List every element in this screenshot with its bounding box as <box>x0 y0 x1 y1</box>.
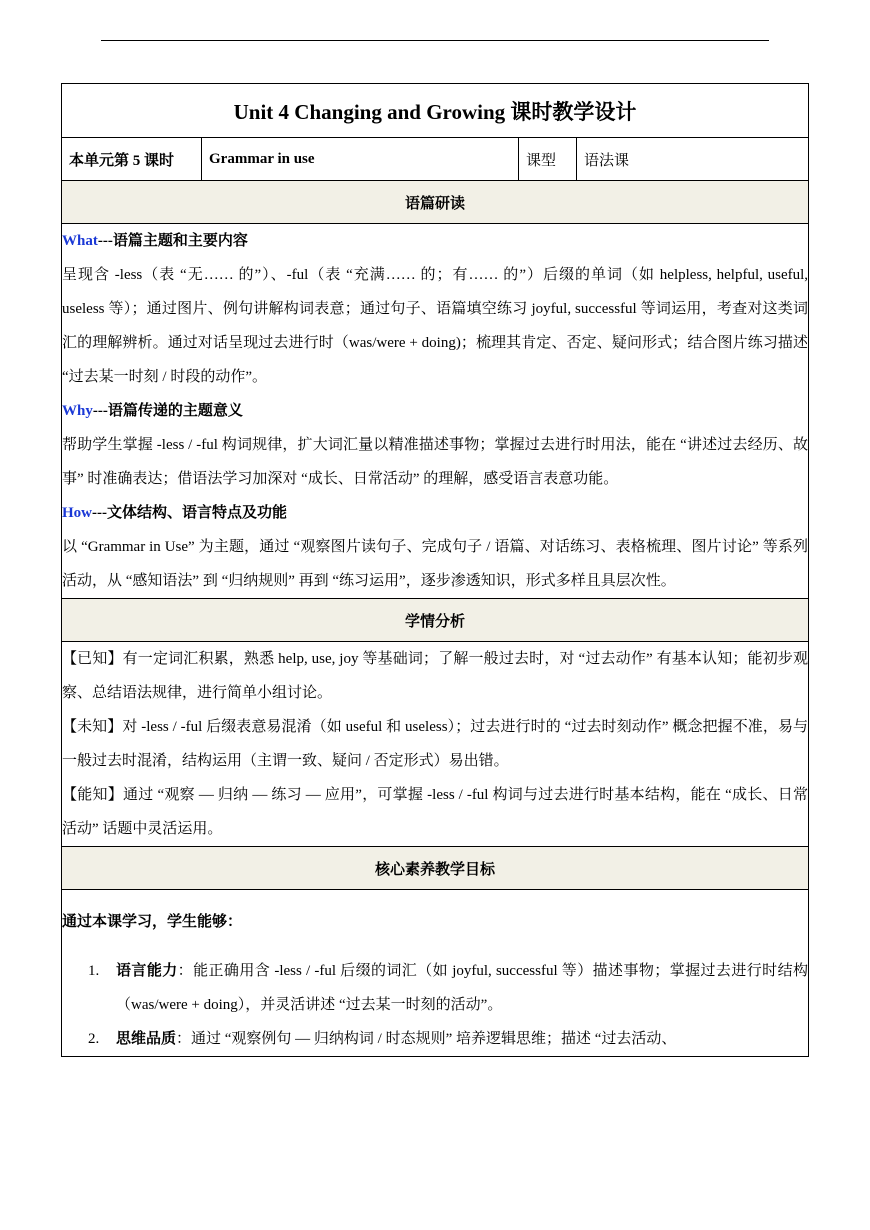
how-keyword: How <box>62 505 92 521</box>
goal-number: 1. <box>88 963 100 979</box>
section-heading-analysis: 学情分析 <box>62 599 809 642</box>
section-heading-text-study: 语篇研读 <box>62 181 809 224</box>
how-heading <box>62 496 808 530</box>
lesson-plan-table <box>61 83 809 1057</box>
header-rule <box>101 40 769 41</box>
why-heading <box>62 394 808 428</box>
how-heading-text: ---文体结构、语言特点及功能 <box>92 505 287 521</box>
why-keyword: Why <box>62 403 93 419</box>
analysis-able: 【能知】通过 “观察 — 归纳 — 练习 — 应用”，可掌握 -less / -ful 构词与过去进行时基本结构，能在 “成长、日常活动” 话题中灵活运用。 <box>62 787 809 837</box>
analysis-known: 【已知】有一定词汇积累，熟悉 help, use, joy 等基础词；了解一般过去时，对 “过去动作” 有基本认知；能初步观察、总结语法规律，进行简单小组讨论。 <box>62 651 809 701</box>
what-heading-text: ---语篇主题和主要内容 <box>97 233 248 249</box>
goal-number: 2. <box>88 1031 100 1047</box>
analysis-content <box>62 642 809 847</box>
goal-label: 语言能力 <box>116 963 178 979</box>
goals-content <box>62 890 809 1057</box>
why-heading-text: ---语篇传递的主题意义 <box>92 403 243 419</box>
what-heading <box>62 224 808 258</box>
meta-row <box>62 138 809 181</box>
lesson-number-label: 本单元第 5 课时 <box>62 138 202 181</box>
lesson-name: Grammar in use <box>202 138 519 181</box>
goals-intro: 通过本课学习，学生能够： <box>62 914 243 930</box>
goal-item <box>62 954 808 1022</box>
section-heading-goals: 核心素养教学目标 <box>62 847 809 890</box>
what-paragraph: 呈现含 -less（表 “无…… 的”）、-ful（表 “充满…… 的；有…… 的”）后缀的单词（如 helpless, helpful, useful, useless 等）；通过图片、例句讲解构词表意；通过句子、语篇填空练习 joyful, successful 等词运用，考查对这类词汇的理解辨析。通过对话呈现过去进行时（was/were + doing)；梳理其肯定、否定、疑问形式；结合图片练习描述 “过去某一时刻 / 时段的动作”。 <box>62 267 809 385</box>
goal-item <box>62 1022 808 1056</box>
document-title: Unit 4 Changing and Growing 课时教学设计 <box>62 84 809 138</box>
what-keyword: What <box>62 233 98 249</box>
lesson-type-label: 课型 <box>519 138 577 181</box>
goal-label: 思维品质 <box>116 1031 177 1047</box>
lesson-type-value: 语法课 <box>577 138 809 181</box>
analysis-unknown: 【未知】对 -less / -ful 后缀表意易混淆（如 useful 和 useless）；过去进行时的 “过去时刻动作” 概念把握不准，易与一般过去时混淆，结构运用（主谓一致、疑问 / 否定形式）易出错。 <box>62 719 809 769</box>
goal-text: ：能正确用含 -less / -ful 后缀的词汇（如 joyful, successful 等）描述事物；掌握过去进行时结构（was/were + doing），并灵活讲述 “过去某一时刻的活动”。 <box>116 963 809 1013</box>
goal-text: ：通过 “观察例句 — 归纳构词 / 时态规则” 培养逻辑思维；描述 “过去活动、 <box>176 1031 677 1047</box>
text-study-content <box>62 224 809 599</box>
how-paragraph: 以 “Grammar in Use” 为主题，通过 “观察图片读句子、完成句子 / 语篇、对话练习、表格梳理、图片讨论” 等系列活动，从 “感知语法” 到 “归纳规则” 再到 “练习运用”，逐步渗透知识，形式多样且具层次性。 <box>62 539 809 589</box>
why-paragraph: 帮助学生掌握 -less / -ful 构词规律，扩大词汇量以精准描述事物；掌握过去进行时用法，能在 “讲述过去经历、故事” 时准确表达；借语法学习加深对 “成长、日常活动” 的理解，感受语言表意功能。 <box>62 437 809 487</box>
